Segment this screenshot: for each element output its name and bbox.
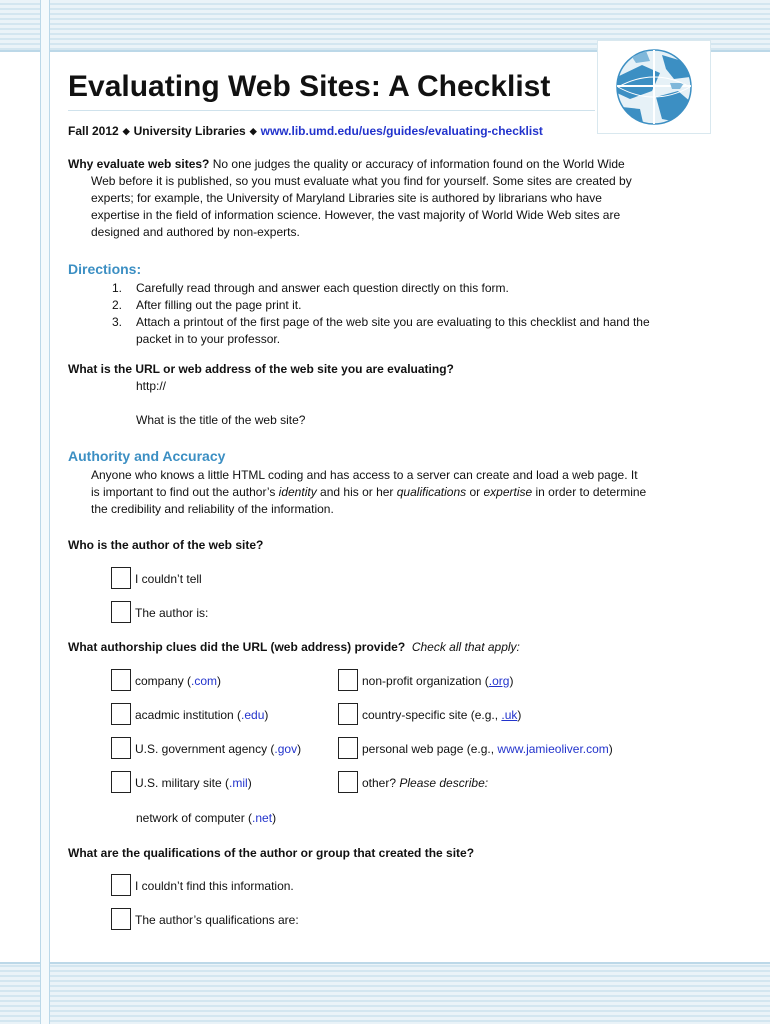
option-label: personal web page (e.g., www.jamieoliver.com) — [362, 742, 613, 756]
authority-text: Anyone who knows a little HTML coding and has access to a server can create and load a web page. It — [91, 468, 638, 482]
directions-heading: Directions: — [68, 261, 142, 277]
item-text: Carefully read through and answer each question directly on this form. — [136, 281, 509, 295]
expertise-emphasis: expertise — [483, 485, 533, 499]
org-label: University Libraries — [133, 124, 246, 138]
authority-text: the credibility and reliability of the information. — [91, 502, 334, 516]
option-label: country-specific site (e.g., .uk) — [362, 708, 522, 722]
term-label: Fall 2012 — [68, 124, 119, 138]
subtitle-line — [68, 124, 543, 138]
authority-paragraph — [91, 467, 691, 518]
umd-globe-logo — [597, 40, 711, 134]
checkbox[interactable] — [111, 874, 131, 896]
intro-paragraph — [68, 156, 698, 241]
directions-item — [112, 297, 692, 314]
site-title-question: What is the title of the web site? — [136, 413, 306, 427]
option-label: company (.com) — [135, 674, 222, 688]
intro-text: Web before it is published, so you must evaluate what you find for yourself. Some sites are created by — [91, 174, 632, 188]
url-question: What is the URL or web address of the web site you are evaluating? — [68, 362, 454, 376]
authority-text: is important to find out the author’s — [91, 485, 279, 499]
checkbox[interactable] — [338, 771, 358, 793]
option-label: non-profit organization (.org) — [362, 674, 514, 688]
intro-text: No one judges the quality or accuracy of information found on the World Wide — [209, 157, 625, 171]
checkbox[interactable] — [111, 601, 131, 623]
checkbox[interactable] — [111, 567, 131, 589]
checkbox[interactable] — [111, 703, 131, 725]
item-text: Attach a printout of the first page of the web site you are evaluating to this checklist and hand the packet in to your professor. — [136, 315, 650, 346]
option-label: I couldn’t tell — [135, 572, 202, 586]
intro-text: expertise in the field of information science. However, the vast majority of World Wide Web sites are — [91, 208, 621, 222]
intro-text: designed and authored by non-experts. — [91, 225, 300, 239]
directions-item — [112, 280, 692, 297]
authority-text: in order to determine — [532, 485, 647, 499]
question-text: What authorship clues did the URL (web address) provide? — [68, 640, 406, 654]
checkbox[interactable] — [111, 737, 131, 759]
item-number: 2. — [112, 298, 123, 312]
checkbox[interactable] — [338, 669, 358, 691]
option-label: The author’s qualifications are: — [135, 913, 299, 927]
checkbox[interactable] — [111, 908, 131, 930]
option-label: The author is: — [135, 606, 209, 620]
option-label: acadmic institution (.edu) — [135, 708, 269, 722]
directions-item — [112, 314, 692, 348]
option-label: other? Please describe: — [362, 776, 489, 790]
option-label: U.S. military site (.mil) — [135, 776, 252, 790]
guide-url-link[interactable]: www.lib.umd.edu/ues/guides/evaluating-checklist — [260, 124, 543, 138]
diamond-bullet-icon: ◆ — [249, 126, 257, 136]
checkbox[interactable] — [111, 669, 131, 691]
authority-text: and his or her — [316, 485, 397, 499]
checkbox[interactable] — [338, 703, 358, 725]
clue-network-label: network of computer (.net) — [136, 811, 277, 825]
item-text: After filling out the page print it. — [136, 298, 302, 312]
authority-text: or — [466, 485, 484, 499]
page-title: Evaluating Web Sites: A Checklist — [68, 70, 551, 103]
item-number: 1. — [112, 281, 123, 295]
qualifications-emphasis: qualifications — [396, 485, 467, 499]
left-decorative-rail — [40, 0, 50, 1024]
diamond-bullet-icon: ◆ — [122, 126, 130, 136]
intro-text: experts; for example, the University of Maryland Libraries site is authored by librarians who have — [91, 191, 602, 205]
checkbox[interactable] — [338, 737, 358, 759]
qualifications-question: What are the qualifications of the author or group that created the site? — [68, 846, 475, 860]
question-hint: Check all that apply: — [411, 640, 520, 654]
checkbox[interactable] — [111, 771, 131, 793]
item-number: 3. — [112, 315, 123, 329]
url-prefix[interactable]: http:// — [136, 379, 167, 393]
authority-heading: Authority and Accuracy — [68, 448, 226, 464]
author-question: Who is the author of the web site? — [68, 538, 264, 552]
globe-icon — [612, 47, 696, 127]
intro-lead: Why evaluate web sites? — [68, 157, 210, 171]
option-label: I couldn’t find this information. — [135, 879, 294, 893]
bottom-decorative-band — [0, 962, 770, 1024]
option-label: U.S. government agency (.gov) — [135, 742, 302, 756]
identity-emphasis: identity — [278, 485, 317, 499]
url-clues-question — [68, 640, 520, 654]
title-divider — [68, 110, 595, 111]
